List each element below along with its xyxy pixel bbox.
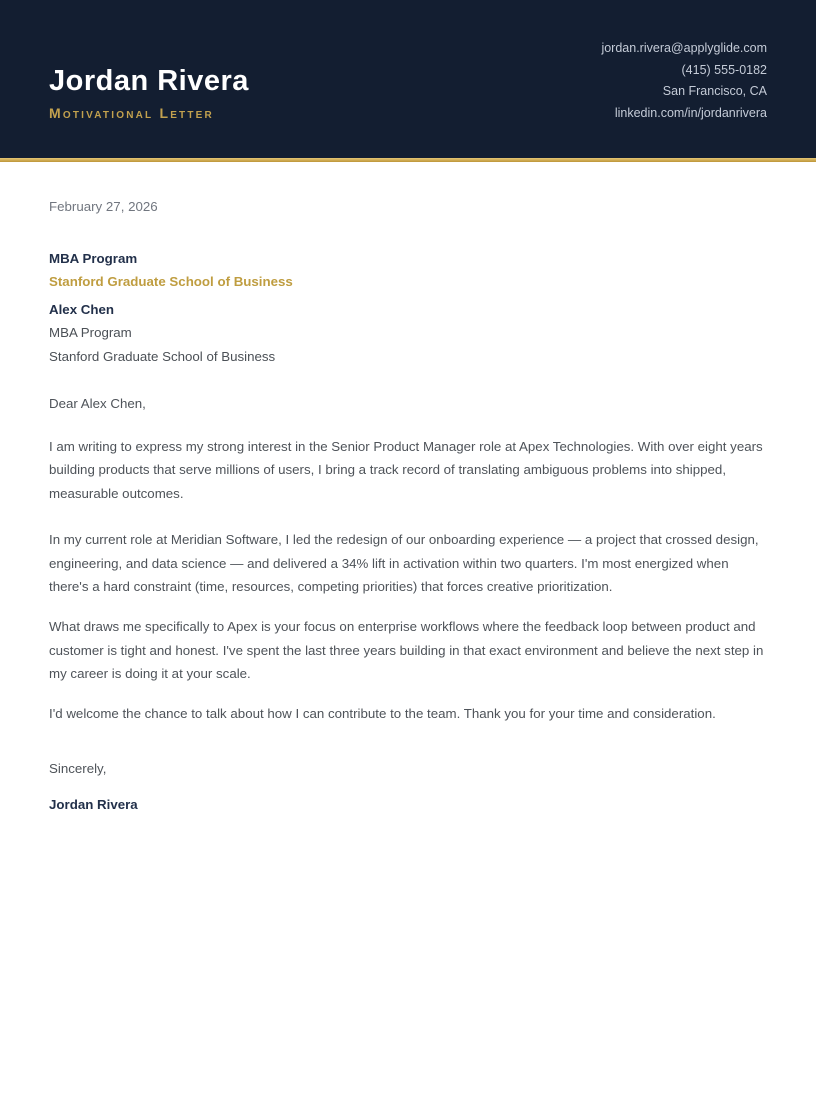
gold-accent-bar xyxy=(0,158,816,162)
contact-block xyxy=(601,38,767,124)
recipient-block xyxy=(49,247,767,369)
recipient-school: Stanford Graduate School of Business xyxy=(49,274,293,289)
salutation: Dear Alex Chen, xyxy=(49,396,146,411)
author-name: Jordan Rivera xyxy=(49,65,249,97)
letter-date: February 27, 2026 xyxy=(49,199,158,214)
contact-email: jordan.rivera@applyglide.com xyxy=(601,41,767,55)
paragraph-closing-ask: I'd welcome the chance to talk about how I can contribute to the team. Thank you for your time and consideration. xyxy=(49,705,716,721)
recipient-contact-program: MBA Program xyxy=(49,325,132,340)
recipient-program: MBA Program xyxy=(49,250,138,266)
recipient-contact-school: Stanford Graduate School of Business xyxy=(49,348,276,364)
document-subtitle: Motivational Letter xyxy=(49,104,214,121)
recipient-contact-name: Alex Chen xyxy=(49,301,115,317)
paragraph-intro: I am writing to express my strong interest in the Senior Product Manager role at Apex Technologies. With over eight years building products that serve millions of users, I bring a track record of translating ambiguous problems into shipped, measurable outcomes. xyxy=(49,438,763,501)
signature-name: Jordan Rivera xyxy=(49,796,138,812)
letter-content xyxy=(0,195,816,816)
contact-linkedin: linkedin.com/in/jordanrivera xyxy=(614,105,767,120)
identity-block xyxy=(49,66,249,120)
closing-word: Sincerely, xyxy=(49,761,107,777)
letter-header xyxy=(0,0,816,158)
paragraph-experience: In my current role at Meridian Software, I led the redesign of our onboarding experience — a project that crossed design, engineering, and data science — and delivered a 34% lift in activation within two quarters. I'm most energized when there's a hard constraint (time, resources, competing priorities) that forces creative prioritization. xyxy=(49,532,759,595)
contact-phone: (415) 555-0182 xyxy=(681,62,767,77)
contact-location: San Francisco, CA xyxy=(662,84,767,98)
paragraph-motivation: What draws me specifically to Apex is your focus on enterprise workflows where the feedback loop between product and customer is tight and honest. I've spent the last three years building in that exact environment and believe the next step in my career is doing it at your scale. xyxy=(49,619,764,682)
